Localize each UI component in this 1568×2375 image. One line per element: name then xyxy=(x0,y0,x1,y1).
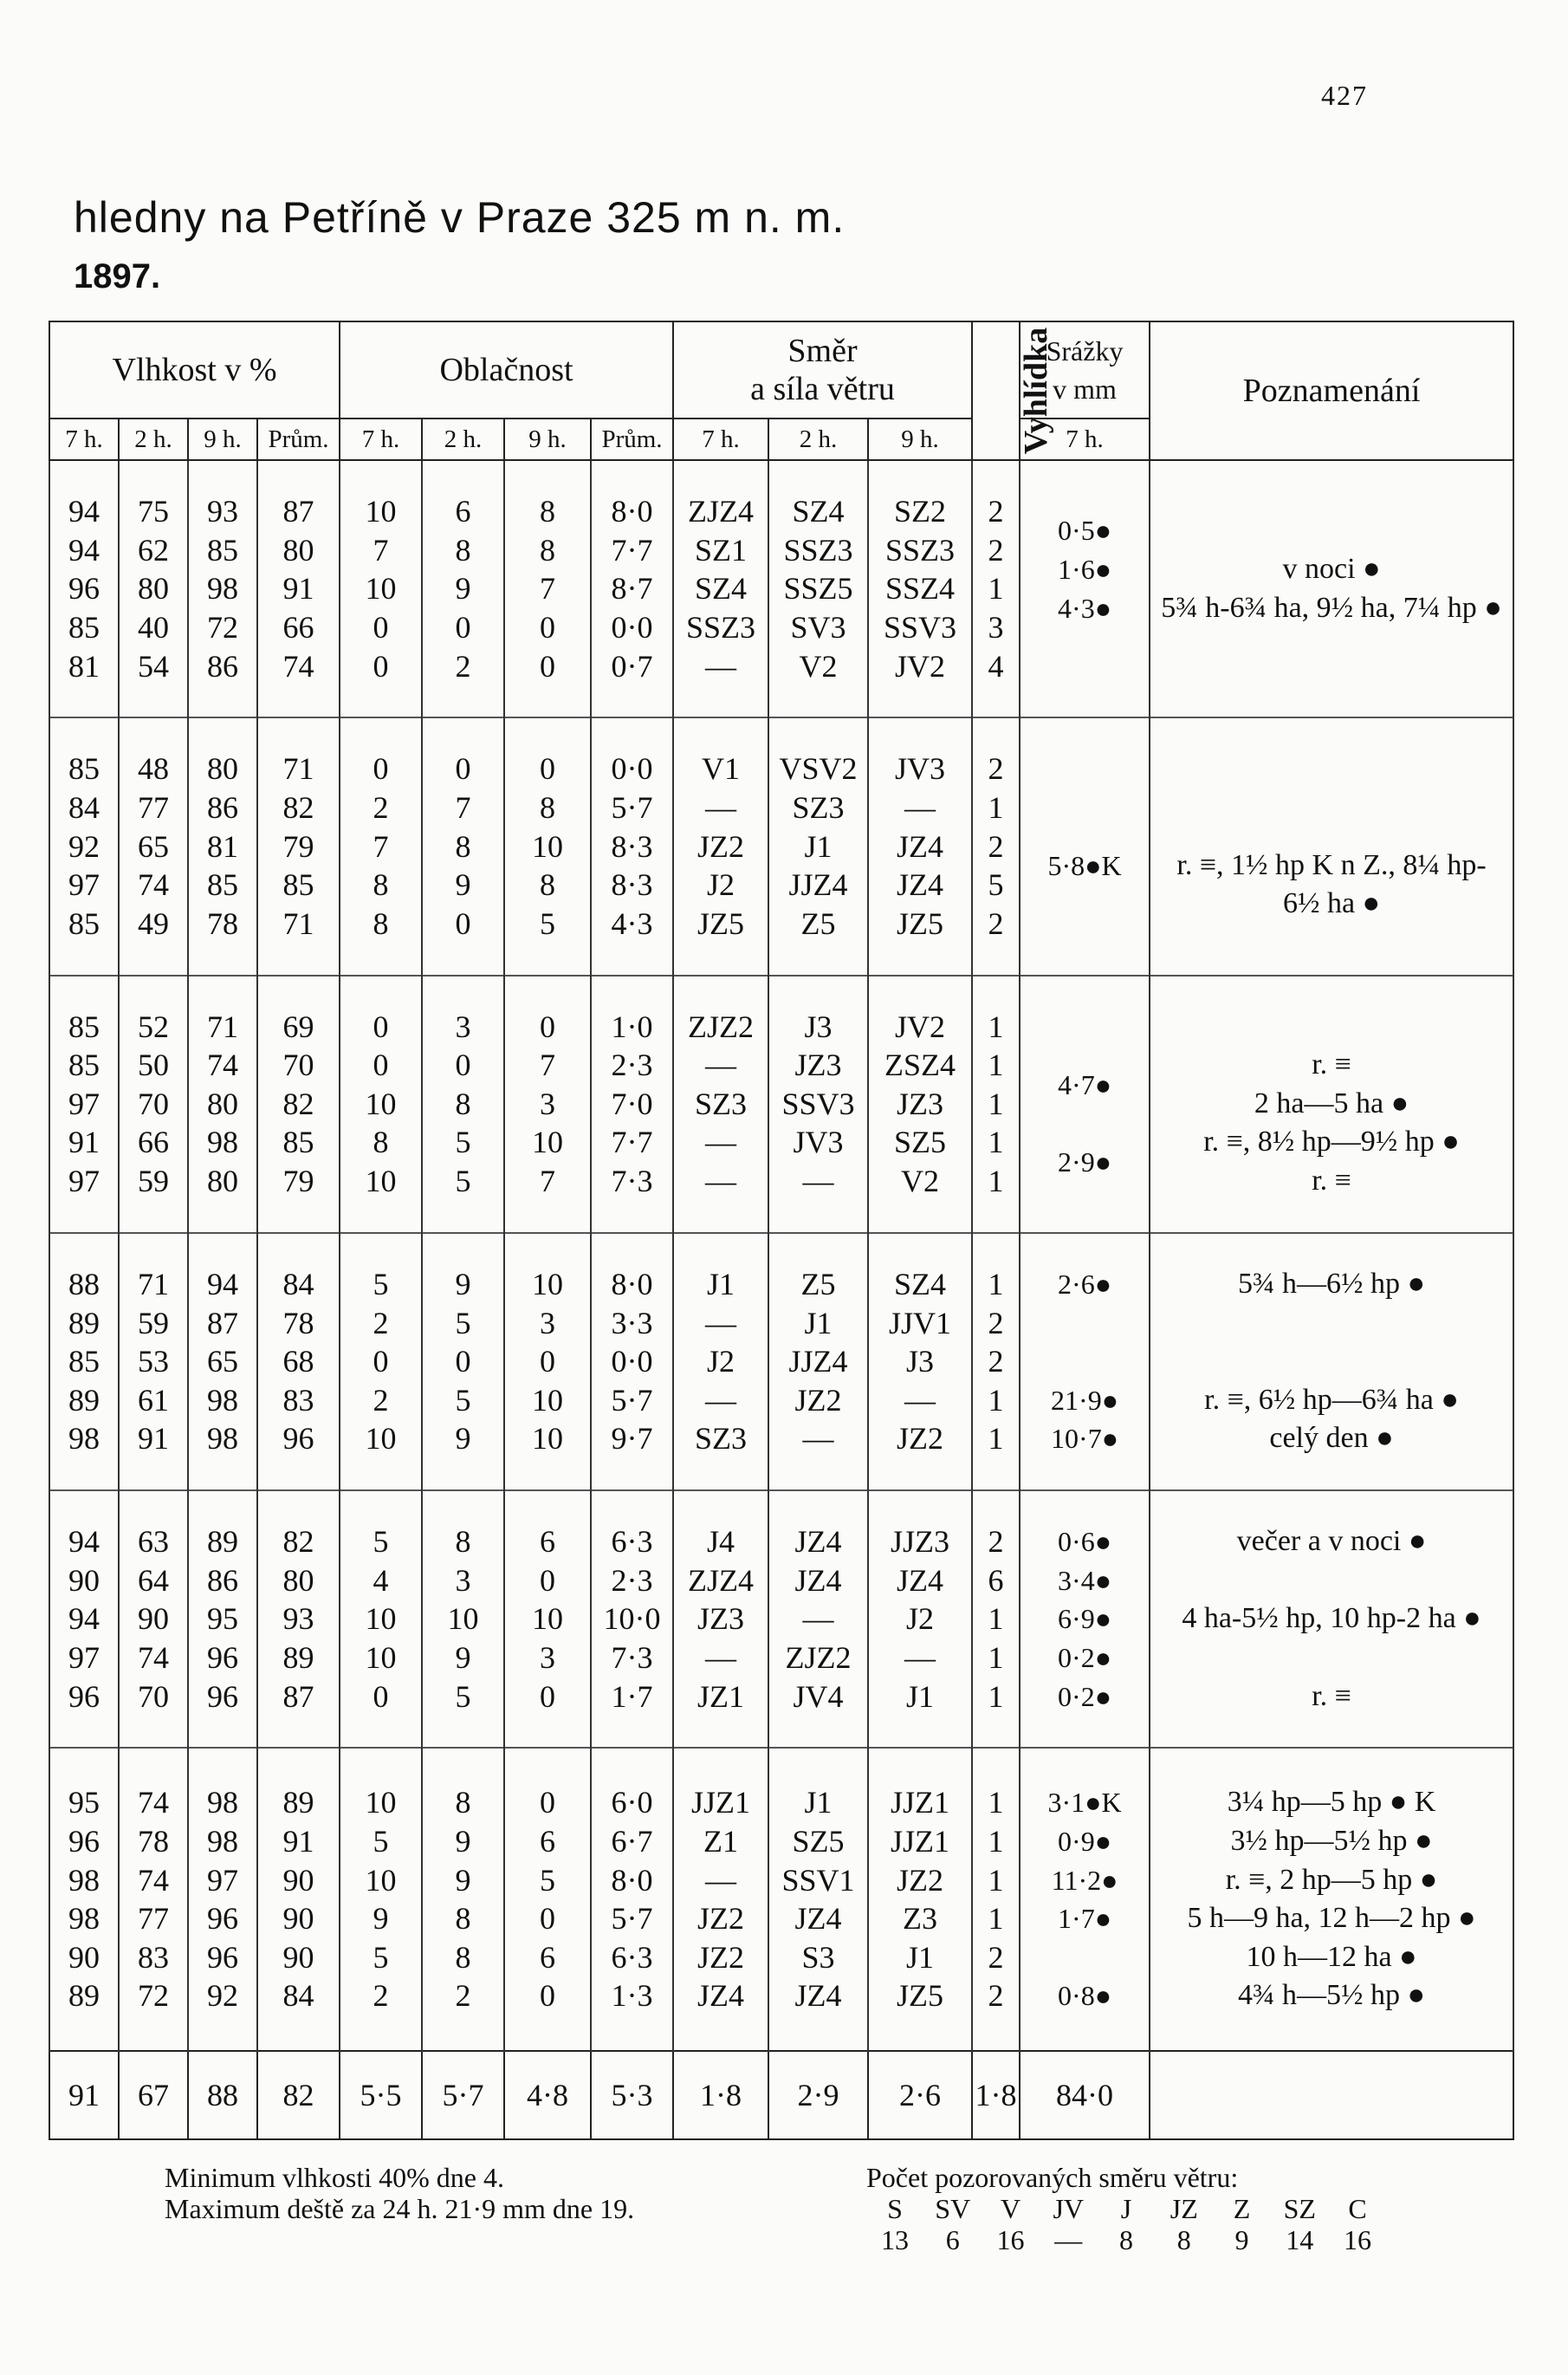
cell-smer-7: J4 ZJZ4 JZ3 — JZ1 xyxy=(673,1490,768,1748)
table-row-group xyxy=(49,976,1513,1233)
header-vyhlidka xyxy=(972,321,1055,460)
year-label: 1897. xyxy=(74,257,161,295)
cell-vlh-p: 69 70 82 85 79 xyxy=(257,976,340,1233)
table-row-group xyxy=(49,1748,1513,2051)
cell-smer-2: J1 SZ5 SSV1 JZ4 S3 JZ4 xyxy=(768,1748,868,2051)
cell-vlh-9: 98 98 97 96 96 92 xyxy=(188,1748,257,2051)
cell-smer-9: JJZ1 JJZ1 JZ2 Z3 J1 JZ5 xyxy=(868,1748,972,2051)
cell-note: 3¼ hp—5 hp ● K 3½ hp—5½ hp ● r. ≡, 2 hp—5 hp ● 5 h—9 ha, 12 h—2 hp ● 10 h—12 ha ● 4¾ h—5½ hp ● xyxy=(1150,1748,1513,2051)
cell-vlh-7: 85 85 97 91 97 xyxy=(49,976,119,1233)
cell-note: r. ≡, 1½ hp K n Z., 8¼ hp- 6½ ha ● xyxy=(1150,717,1513,975)
wind-direction: SZ xyxy=(1283,2193,1316,2224)
table-row-group xyxy=(49,1490,1513,1748)
table-row-group xyxy=(49,717,1513,975)
cell-vlh-2: 52 50 70 66 59 xyxy=(119,976,188,1233)
cell-obl-7: 5 4 10 10 0 xyxy=(340,1490,422,1748)
max-rain-note: Maximum deště za 24 h. 21·9 mm dne 19. xyxy=(165,2193,635,2224)
wind-count: 6 xyxy=(945,2224,960,2255)
cell-vlh-9: 94 87 65 98 98 xyxy=(188,1233,257,1490)
cell-smer-7: V1 — JZ2 J2 JZ5 xyxy=(673,717,768,975)
total-cell: 1·8 xyxy=(972,2051,1020,2139)
header-vyhlidka-label: Vyhlídka xyxy=(1018,327,1055,455)
sub-vlh-7h: 7 h. xyxy=(49,419,119,460)
wind-counts-label: Počet pozorovaných směru větru: xyxy=(866,2162,1239,2193)
total-cell: 5·7 xyxy=(422,2051,504,2139)
sub-vlh-prum: Prům. xyxy=(257,419,340,460)
weather-table xyxy=(49,321,1514,2140)
table-row-group xyxy=(49,1233,1513,1490)
cell-obl-2: 9 5 0 5 9 xyxy=(422,1233,504,1490)
cell-obl-2: 6 8 9 0 2 xyxy=(422,460,504,717)
cell-smer-2: J3 JZ3 SSV3 JV3 — xyxy=(768,976,868,1233)
sub-smer-9h: 9 h. xyxy=(868,419,972,460)
wind-count: 13 xyxy=(881,2224,909,2255)
cell-smer-7: ZJZ4 SZ1 SZ4 SSZ3 — xyxy=(673,460,768,717)
table-body xyxy=(49,460,1513,2139)
page-number: 427 xyxy=(1321,80,1368,111)
cell-vlh-p: 84 78 68 83 96 xyxy=(257,1233,340,1490)
total-cell: 5·3 xyxy=(591,2051,673,2139)
cell-obl-7: 10 5 10 9 5 2 xyxy=(340,1748,422,2051)
cell-vlh-2: 74 78 74 77 83 72 xyxy=(119,1748,188,2051)
cell-vlh-2: 75 62 80 40 54 xyxy=(119,460,188,717)
wind-direction: SV xyxy=(935,2193,971,2224)
cell-obl-9: 8 8 7 0 0 xyxy=(504,460,591,717)
cell-obl-7: 10 7 10 0 0 xyxy=(340,460,422,717)
total-cell xyxy=(1150,2051,1513,2139)
cell-vlh-p: 82 80 93 89 87 xyxy=(257,1490,340,1748)
cell-obl-9: 6 0 10 3 0 xyxy=(504,1490,591,1748)
total-cell: 4·8 xyxy=(504,2051,591,2139)
cell-vlh-p: 89 91 90 90 90 84 xyxy=(257,1748,340,2051)
cell-smer-9: SZ4 JJV1 J3 — JZ2 xyxy=(868,1233,972,1490)
cell-vlh-7: 95 96 98 98 90 89 xyxy=(49,1748,119,2051)
cell-smer-7: J1 — J2 — SZ3 xyxy=(673,1233,768,1490)
sub-smer-2h: 2 h. xyxy=(768,419,868,460)
total-cell: 88 xyxy=(188,2051,257,2139)
cell-sraz: 3·1●K 0·9● 11·2● 1·7● 0·8● xyxy=(1020,1748,1150,2051)
cell-obl-9: 10 3 0 10 10 xyxy=(504,1233,591,1490)
cell-smer-9: JJZ3 JZ4 J2 — J1 xyxy=(868,1490,972,1748)
wind-direction: C xyxy=(1348,2193,1367,2224)
cell-note: 5¾ h—6½ hp ● r. ≡, 6½ hp—6¾ ha ● celý den ● xyxy=(1150,1233,1513,1490)
sub-vlh-2h: 2 h. xyxy=(119,419,188,460)
header-poznamenani: Poznamenání xyxy=(1150,321,1513,460)
wind-direction: V xyxy=(1000,2193,1021,2224)
total-cell: 91 xyxy=(49,2051,119,2139)
cell-obl-p: 8·0 7·7 8·7 0·0 0·7 xyxy=(591,460,673,717)
cell-obl-7: 5 2 0 2 10 xyxy=(340,1233,422,1490)
cell-vlh-2: 63 64 90 74 70 xyxy=(119,1490,188,1748)
cell-obl-9: 0 7 3 10 7 xyxy=(504,976,591,1233)
totals-row xyxy=(49,2051,1513,2139)
sub-smer-7h: 7 h. xyxy=(673,419,768,460)
cell-vlh-p: 71 82 79 85 71 xyxy=(257,717,340,975)
cell-obl-9: 0 6 5 0 6 0 xyxy=(504,1748,591,2051)
cell-vlh-7: 88 89 85 89 98 xyxy=(49,1233,119,1490)
wind-count: 8 xyxy=(1119,2224,1133,2255)
wind-count: 8 xyxy=(1176,2224,1191,2255)
cell-smer-9: JV2 ZSZ4 JZ3 SZ5 V2 xyxy=(868,976,972,1233)
total-cell: 82 xyxy=(257,2051,340,2139)
total-cell: 1·8 xyxy=(673,2051,768,2139)
cell-vlh-9: 93 85 98 72 86 xyxy=(188,460,257,717)
wind-direction: J xyxy=(1120,2193,1132,2224)
sub-obl-7h: 7 h. xyxy=(340,419,422,460)
wind-count: 16 xyxy=(1344,2224,1371,2255)
cell-sraz: 5·8●K xyxy=(1020,717,1150,975)
cell-vlh-7: 94 94 96 85 81 xyxy=(49,460,119,717)
cell-vlh-p: 87 80 91 66 74 xyxy=(257,460,340,717)
cell-note: r. ≡ 2 ha—5 ha ● r. ≡, 8½ hp—9½ hp ● r. ≡ xyxy=(1150,976,1513,1233)
cell-sraz: 0·6● 3·4● 6·9● 0·2● 0·2● xyxy=(1020,1490,1150,1748)
cell-smer-2: JZ4 JZ4 — ZJZ2 JV4 xyxy=(768,1490,868,1748)
sub-sraz-7h: 7 h. xyxy=(1020,419,1150,460)
cell-vlh-9: 71 74 80 98 80 xyxy=(188,976,257,1233)
cell-vyh: 2 2 1 3 4 xyxy=(972,460,1020,717)
header-srazky: Srážky v mm xyxy=(1020,321,1150,419)
wind-direction: S xyxy=(887,2193,903,2224)
wind-count: 9 xyxy=(1234,2224,1249,2255)
cell-obl-p: 6·3 2·3 10·0 7·3 1·7 xyxy=(591,1490,673,1748)
total-cell: 2·6 xyxy=(868,2051,972,2139)
table-row-group xyxy=(49,460,1513,717)
header-vlhkost: Vlhkost v % xyxy=(49,321,340,419)
cell-obl-2: 3 0 8 5 5 xyxy=(422,976,504,1233)
page-title: hledny na Petříně v Praze 325 m n. m. xyxy=(74,193,846,242)
cell-obl-2: 0 7 8 9 0 xyxy=(422,717,504,975)
cell-vyh: 1 2 2 1 1 xyxy=(972,1233,1020,1490)
wind-directions-row xyxy=(866,2193,1386,2224)
total-cell: 84·0 xyxy=(1020,2051,1150,2139)
cell-vlh-9: 80 86 81 85 78 xyxy=(188,717,257,975)
cell-sraz: 2·6● 21·9● 10·7● xyxy=(1020,1233,1150,1490)
header-oblacnost: Oblačnost xyxy=(340,321,673,419)
wind-counts-row xyxy=(866,2224,1386,2255)
cell-smer-7: ZJZ2 — SZ3 — — xyxy=(673,976,768,1233)
cell-obl-2: 8 9 9 8 8 2 xyxy=(422,1748,504,2051)
total-cell: 2·9 xyxy=(768,2051,868,2139)
cell-sraz: 4·7● 2·9● xyxy=(1020,976,1150,1233)
cell-vyh: 2 6 1 1 1 xyxy=(972,1490,1020,1748)
cell-vyh: 2 1 2 5 2 xyxy=(972,717,1020,975)
wind-direction: JV xyxy=(1053,2193,1085,2224)
sub-obl-2h: 2 h. xyxy=(422,419,504,460)
cell-smer-7: JJZ1 Z1 — JZ2 JZ2 JZ4 xyxy=(673,1748,768,2051)
min-humidity-note: Minimum vlhkosti 40% dne 4. xyxy=(165,2162,504,2193)
total-cell: 5·5 xyxy=(340,2051,422,2139)
cell-vlh-7: 94 90 94 97 96 xyxy=(49,1490,119,1748)
sub-obl-prum: Prům. xyxy=(591,419,673,460)
cell-sraz: 0·5● 1·6● 4·3● xyxy=(1020,460,1150,717)
cell-smer-9: SZ2 SSZ3 SSZ4 SSV3 JV2 xyxy=(868,460,972,717)
cell-obl-p: 8·0 3·3 0·0 5·7 9·7 xyxy=(591,1233,673,1490)
cell-smer-2: VSV2 SZ3 J1 JJZ4 Z5 xyxy=(768,717,868,975)
cell-vlh-2: 71 59 53 61 91 xyxy=(119,1233,188,1490)
wind-direction: JZ xyxy=(1170,2193,1198,2224)
cell-smer-9: JV3 — JZ4 JZ4 JZ5 xyxy=(868,717,972,975)
cell-smer-2: SZ4 SSZ3 SSZ5 SV3 V2 xyxy=(768,460,868,717)
cell-vlh-7: 85 84 92 97 85 xyxy=(49,717,119,975)
wind-count: 16 xyxy=(996,2224,1025,2255)
cell-obl-7: 0 2 7 8 8 xyxy=(340,717,422,975)
cell-vlh-9: 89 86 95 96 96 xyxy=(188,1490,257,1748)
cell-note: večer a v noci ● 4 ha-5½ hp, 10 hp-2 ha ● r. ≡ xyxy=(1150,1490,1513,1748)
cell-vyh: 1 1 1 1 2 2 xyxy=(972,1748,1020,2051)
cell-obl-2: 8 3 10 9 5 xyxy=(422,1490,504,1748)
wind-counts xyxy=(866,2162,1421,2255)
cell-obl-p: 6·0 6·7 8·0 5·7 6·3 1·3 xyxy=(591,1748,673,2051)
sub-obl-9h: 9 h. xyxy=(504,419,591,460)
cell-obl-p: 1·0 2·3 7·0 7·7 7·3 xyxy=(591,976,673,1233)
header-smer: Směr a síla větru xyxy=(673,321,972,419)
wind-direction: Z xyxy=(1233,2193,1251,2224)
cell-obl-7: 0 0 10 8 10 xyxy=(340,976,422,1233)
cell-vlh-2: 48 77 65 74 49 xyxy=(119,717,188,975)
footer-notes xyxy=(165,2162,634,2224)
cell-obl-9: 0 8 10 8 5 xyxy=(504,717,591,975)
cell-vyh: 1 1 1 1 1 xyxy=(972,976,1020,1233)
wind-count: — xyxy=(1054,2224,1083,2255)
cell-obl-p: 0·0 5·7 8·3 8·3 4·3 xyxy=(591,717,673,975)
wind-count: 14 xyxy=(1286,2224,1314,2255)
cell-smer-2: Z5 J1 JJZ4 JZ2 — xyxy=(768,1233,868,1490)
cell-note: v noci ● 5¾ h-6¾ ha, 9½ ha, 7¼ hp ● xyxy=(1150,460,1513,717)
sub-vlh-9h: 9 h. xyxy=(188,419,257,460)
total-cell: 67 xyxy=(119,2051,188,2139)
